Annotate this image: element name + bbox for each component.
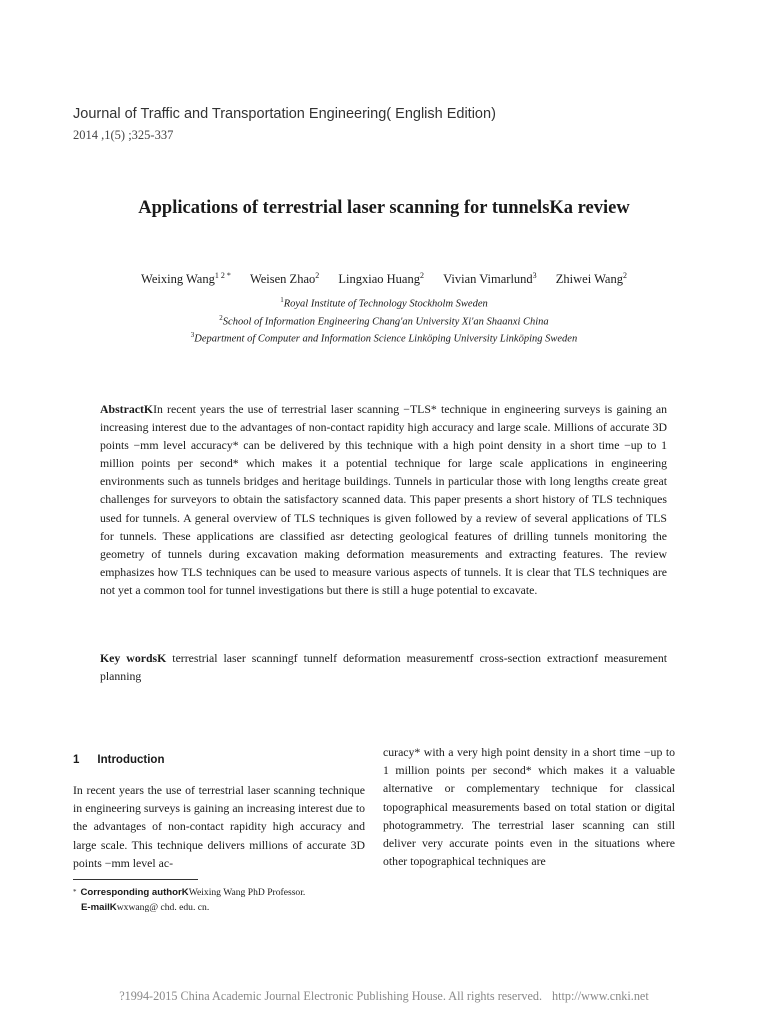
abstract (100, 400, 667, 599)
affiliation: $^2$School of Information Engineering Chang'an University Xi'an Shaanxi China (219, 314, 549, 328)
paper-title: Applications of terrestrial laser scanning for tunnelsKa review (138, 198, 630, 218)
author-list (0, 271, 768, 287)
abstract-text: In recent years the use of terrestrial laser scanning −TLS* technique in engineering surveys is gaining an increasing interest due to the advantages of non-contact rapidity high accuracy and large scale. Millions of accurate 3D points −mm level accuracy* can be delivered by this technique with a high point density in a short time −up to 1 million points per second* which makes it a potential technique for large scale applications in engineering environments such as tunnels bridges and heritage buildings. Tunnels in particular those with long lengths create great challenges for surveyors to obtain the satisfactory scanned data. This paper presents a short history of TLS techniques used for tunnels. A general overview of TLS techniques is given followed by a review of several applications of TLS for tunnels. These applications are classified asr detecting geological features of drilling tunnels monitoring the geometry of tunnels during excavation making deformation measurements and extracting features. The review emphasizes how TLS techniques can be used to measure various aspects of tunnels. It is clear that TLS techniques are not yet a common tool for tunnel investigations but there is still a huge potential to excavate. (100, 402, 667, 597)
section-heading: 1 Introduction (73, 754, 165, 766)
journal-title: Journal of Traffic and Transportation Engineering( English Edition) (73, 106, 496, 122)
author: Vivian Vimarlund$^3$ (443, 271, 537, 287)
author: Weisen Zhao$^2$ (249, 271, 320, 287)
body-left-column: In recent years the use of terrestrial laser scanning technique in engineering surveys is gaining an increasing interest due to the advantages of non-contact rapidity high accuracy and large scale. This technique delivers millions of accurate 3D points −mm level ac- (73, 783, 365, 870)
author: Lingxiao Huang$^2$ (338, 271, 424, 287)
copyright-footer: ?1994-2015 China Academic Journal Electronic Publishing House. All rights reserved. http://www.cnki.net (119, 989, 649, 1003)
keywords-label: Key wordsK (100, 651, 167, 665)
keywords-text: terrestrial laser scanningf tunnelf deformation measurementf cross-section extractionf measurement planning (100, 651, 667, 684)
abstract-label: AbstractK (100, 402, 154, 416)
author: Weixing Wang$^{1 2 *}$ (141, 271, 231, 287)
footnote: * Corresponding authorKWeixing Wang PhD Professor. E-mailKwxwang@ chd. edu. cn. (73, 887, 306, 913)
footnote-divider (73, 879, 198, 880)
affiliation: $^1$Royal Institute of Technology Stockholm Sweden (280, 296, 488, 310)
affiliation: $^3$Department of Computer and Information Science Linköping University Linköping Sweden (190, 331, 578, 345)
keywords (100, 649, 667, 685)
body-right-column: curacy* with a very high point density in a short time −up to 1 million points per second* which makes it a valuable alternative or complementary technique for classical topographical measurements based on total station or digital photogrammetry. The terrestrial laser scanning can still deliver very accurate points even in the situations where other topographical techniques are (383, 745, 675, 869)
author: Zhiwei Wang$^2$ (555, 271, 627, 287)
journal-issue: 2014 ,1(5) ;325-337 (73, 128, 174, 142)
cnki-link[interactable]: http://www.cnki.net (552, 989, 649, 1003)
